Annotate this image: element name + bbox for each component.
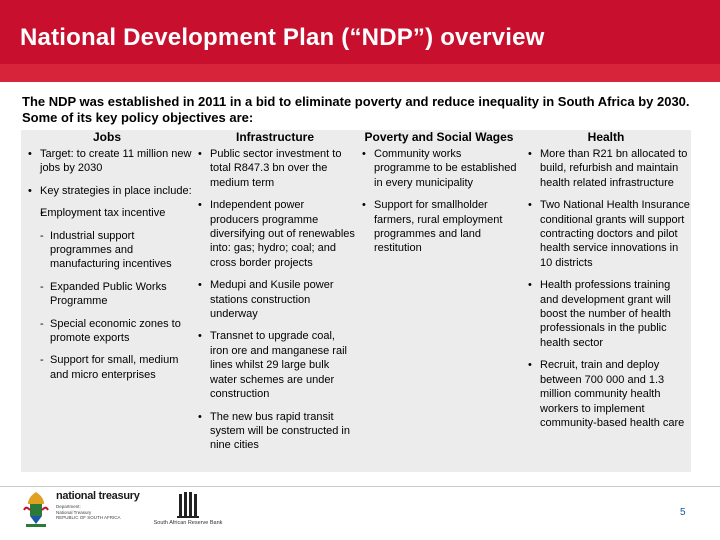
reserve-bank-logo [148,490,223,532]
column-infrastructure [196,147,356,461]
footer-divider [0,486,720,487]
jobs-bullet-target: • Target: to create 11 million new jobs by 2030 [26,147,192,176]
treasury-subtext [56,504,121,521]
treasury-line-2: National Treasury [56,509,92,515]
poverty-bullet-community: • Community works programme to be established in every municipality [360,147,520,190]
page-number: 5 [680,507,686,518]
intro-line-2: Some of its key policy objectives are: [22,110,254,125]
poverty-bullet-smallholder: • Support for smallholder farmers, rural employment programmes and land restitution [360,198,520,256]
health-bullet-infrastructure: • More than R21 bn allocated to build, refurbish and maintain health related infrastructure [526,147,690,190]
reserve-bank-emblem-icon [173,490,203,520]
heading-health: Health [587,130,625,144]
health-bullet-workers: • Recruit, train and deploy between 700 000 and 1.3 million community health workers to implement community-based health care [526,358,690,430]
treasury-line-1: Department: [56,504,81,509]
treasury-line-3: REPUBLIC OF SOUTH AFRICA [56,515,121,520]
heading-jobs: Jobs [92,130,121,144]
infra-bullet-brt: • The new bus rapid transit system will be constructed in nine cities [196,410,356,453]
infra-bullet-investment: • Public sector investment to total R847.3 bn over the medium term [196,147,356,190]
reserve-bank-name: South African Reserve Bank [153,520,223,526]
jobs-dash-sez: - Special economic zones to promote exports [26,317,192,346]
infra-bullet-power: • Independent power producers programme diversifying out of renewables into: gas; hydro; coal; and cross border projects [196,198,356,270]
slide-title: National Development Plan (“NDP”) overview [20,24,545,51]
health-bullet-nhi: • Two National Health Insurance conditional grants will support contracting doctors and pilot health service innovations in 10 districts [526,198,690,270]
column-jobs [26,147,192,390]
heading-poverty: Poverty and Social Wages [364,130,514,144]
column-poverty [360,147,520,264]
coat-of-arms-icon [20,490,52,530]
treasury-name: national treasury [56,490,140,502]
jobs-dash-epwp: - Expanded Public Works Programme [26,280,192,309]
jobs-dash-tax: - Employment tax incentive [26,206,192,220]
heading-infrastructure: Infrastructure [235,130,315,144]
title-band-lower [0,64,720,82]
intro-line-1: The NDP was established in 2011 in a bid to eliminate poverty and reduce inequality in South Africa by 2030. [22,94,690,109]
infra-bullet-medupi: • Medupi and Kusile power stations construction underway [196,278,356,321]
title-banner [0,0,720,82]
jobs-dash-industrial: - Industrial support programmes and manufacturing incentives [26,229,192,272]
column-health [526,147,690,438]
jobs-bullet-strategies: • Key strategies in place include: [26,184,192,198]
intro-text [22,94,718,126]
infra-bullet-transnet: • Transnet to upgrade coal, iron ore and manganese rail lines whilst 29 large bulk water schemes are under construction [196,329,356,401]
national-treasury-logo [20,488,140,532]
health-bullet-training: • Health professions training and development grant will boost the number of health professionals in the public health sector [526,278,690,350]
jobs-dash-smme: - Support for small, medium and micro enterprises [26,353,192,382]
